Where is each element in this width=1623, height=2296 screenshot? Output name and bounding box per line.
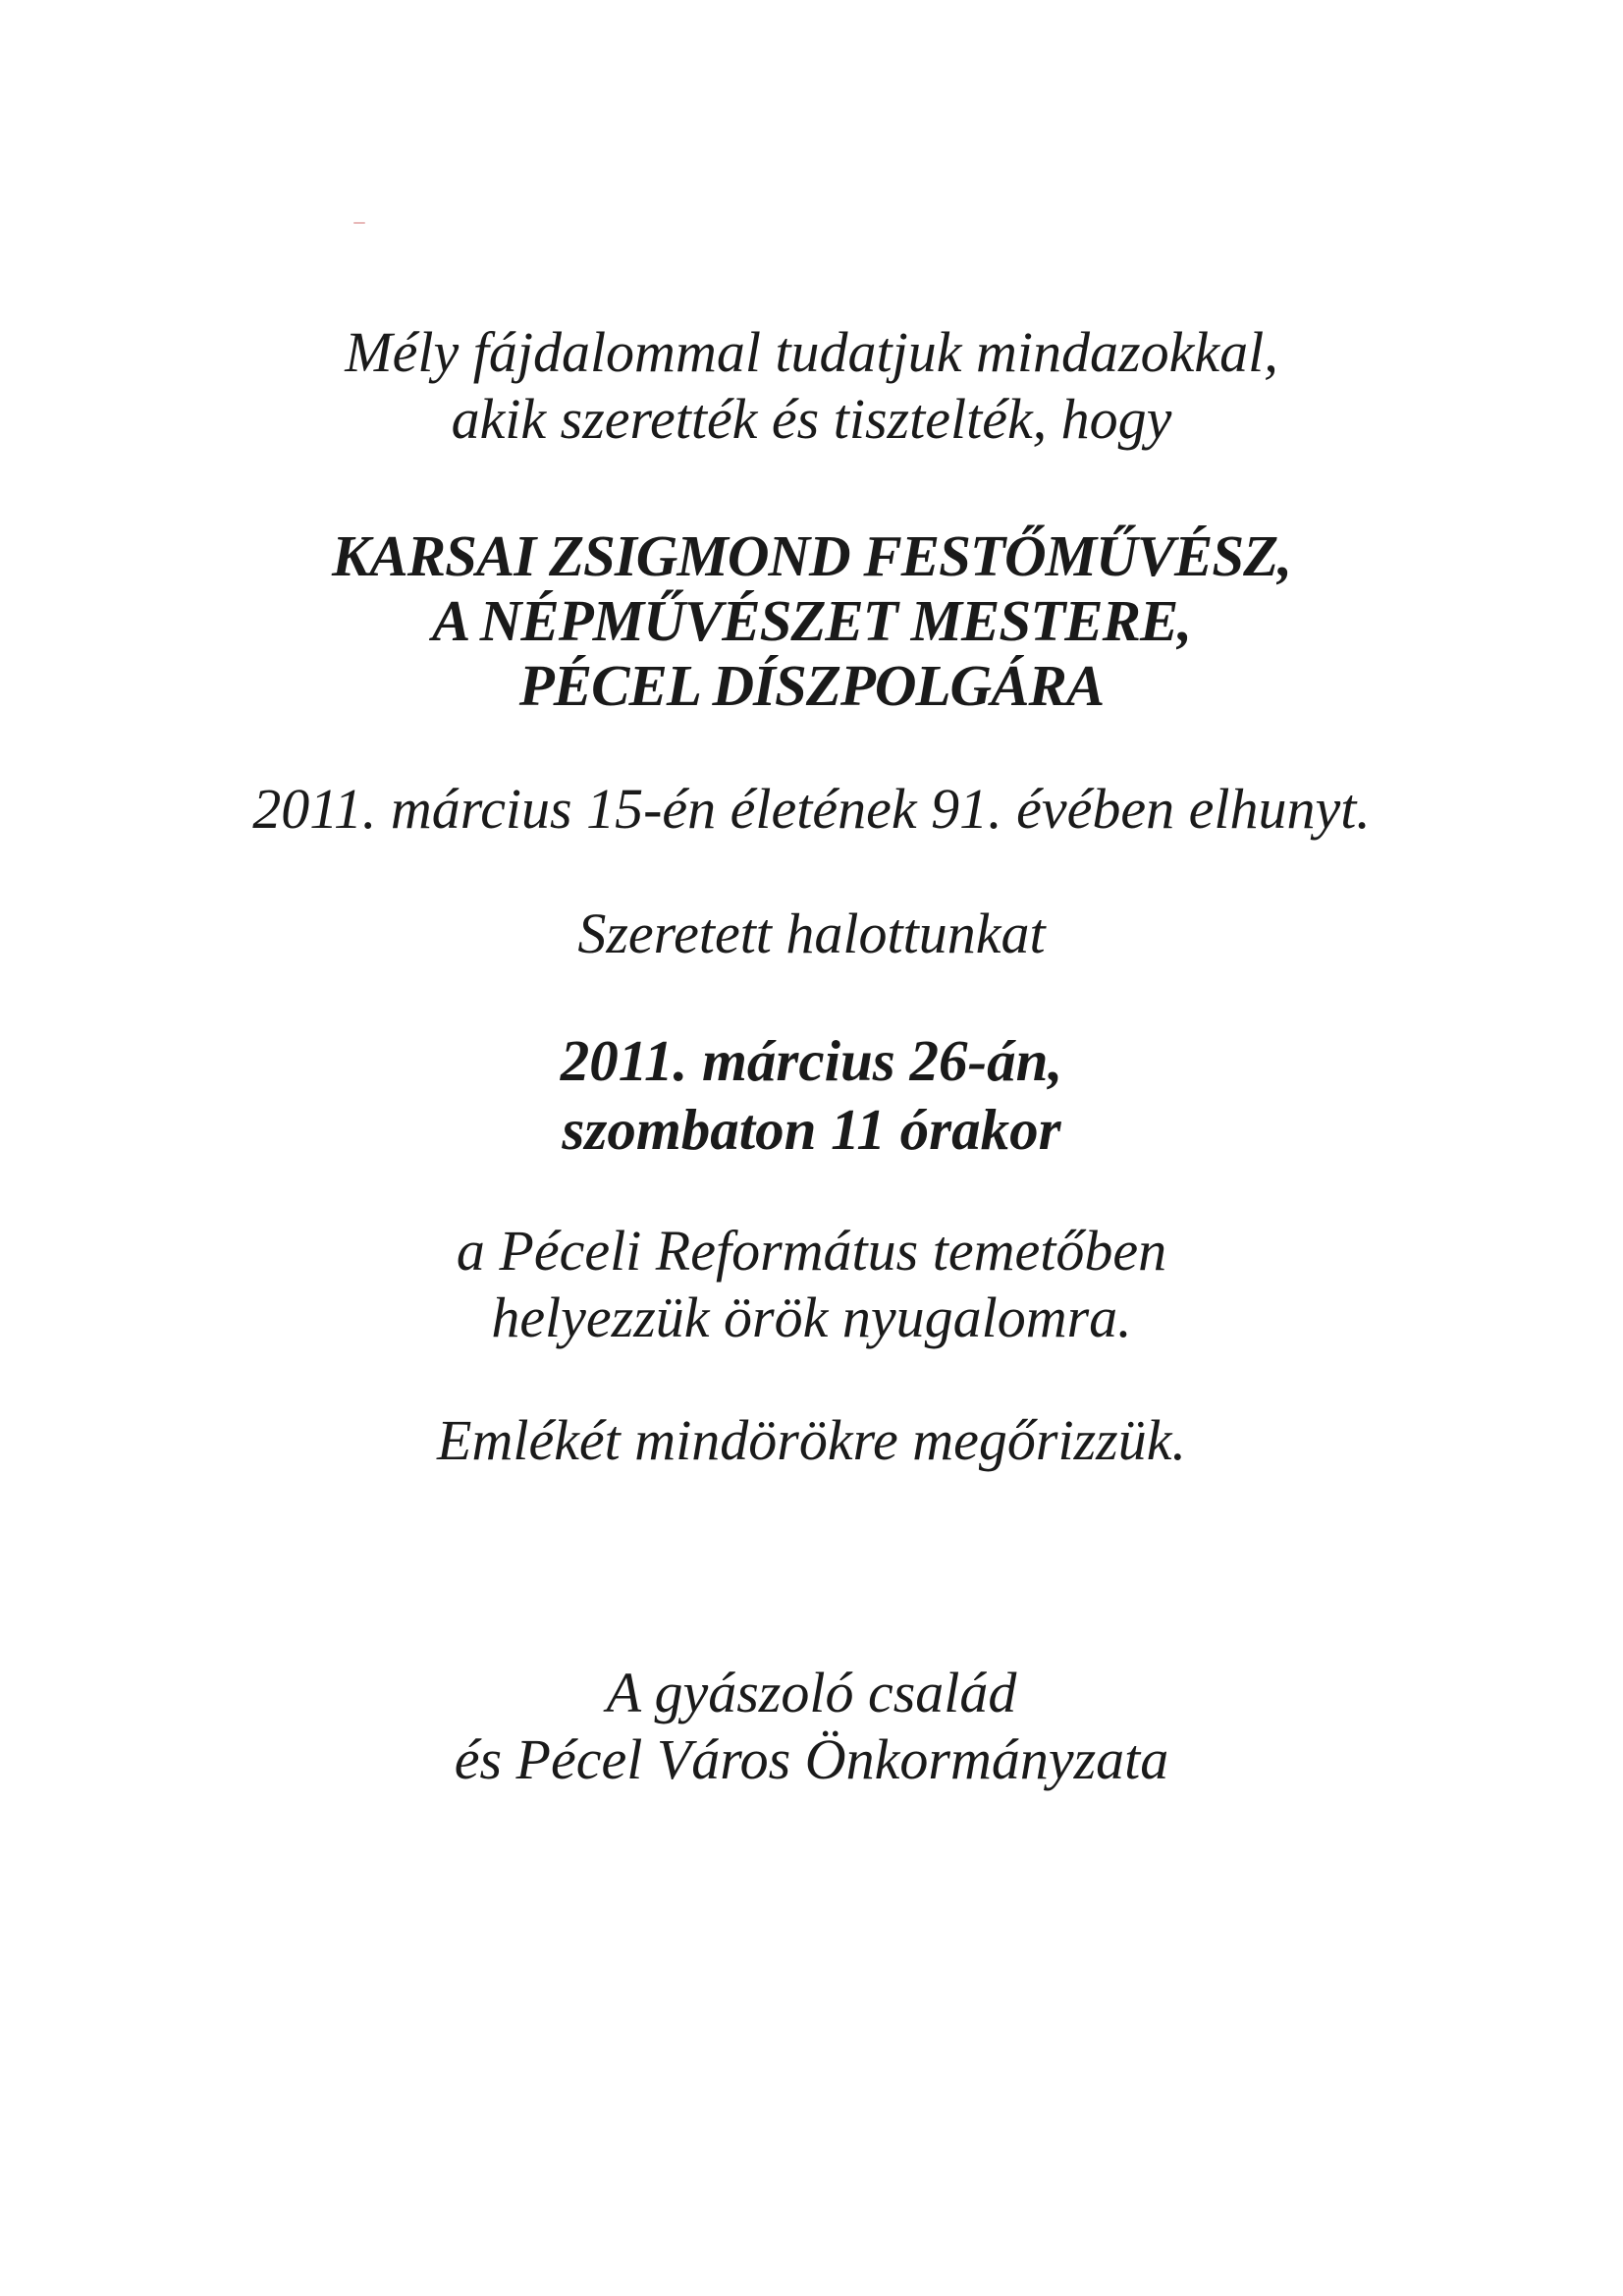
signoff (0, 1660, 1623, 1793)
intro-text (0, 319, 1623, 453)
signoff-line-2: és Pécel Város Önkormányzata (454, 1727, 1169, 1791)
beloved-text (0, 901, 1623, 967)
burial-place (0, 1218, 1623, 1351)
memory-line: Emlékét mindörökre megőrizzük. (437, 1408, 1186, 1472)
memory-text (0, 1407, 1623, 1474)
name-line-3: PÉCEL DÍSZPOLGÁRA (518, 653, 1105, 718)
funeral-date-line-2: szombaton 11 órakor (562, 1097, 1061, 1162)
death-line: 2011. március 15-én életének 91. évében elhunyt. (252, 777, 1371, 841)
place-line-2: helyezzük örök nyugalomra. (491, 1285, 1132, 1349)
name-line-1: KARSAI ZSIGMOND FESTŐMŰVÉSZ, (332, 523, 1291, 588)
funeral-date-line-1: 2011. március 26-án, (560, 1028, 1063, 1093)
scan-speck (353, 222, 365, 224)
funeral-date (0, 1026, 1623, 1164)
signoff-line-1: A gyászoló család (606, 1661, 1017, 1724)
intro-line-1: Mély fájdalommal tudatjuk mindazokkal, (345, 320, 1278, 384)
death-date-text (0, 776, 1623, 843)
beloved-line: Szeretett halottunkat (577, 902, 1046, 965)
name-line-2: A NÉPMŰVÉSZET MESTERE, (431, 588, 1192, 653)
deceased-name-title (0, 523, 1623, 718)
intro-line-2: akik szerették és tisztelték, hogy (451, 387, 1172, 451)
place-line-1: a Péceli Református temetőben (456, 1219, 1167, 1283)
